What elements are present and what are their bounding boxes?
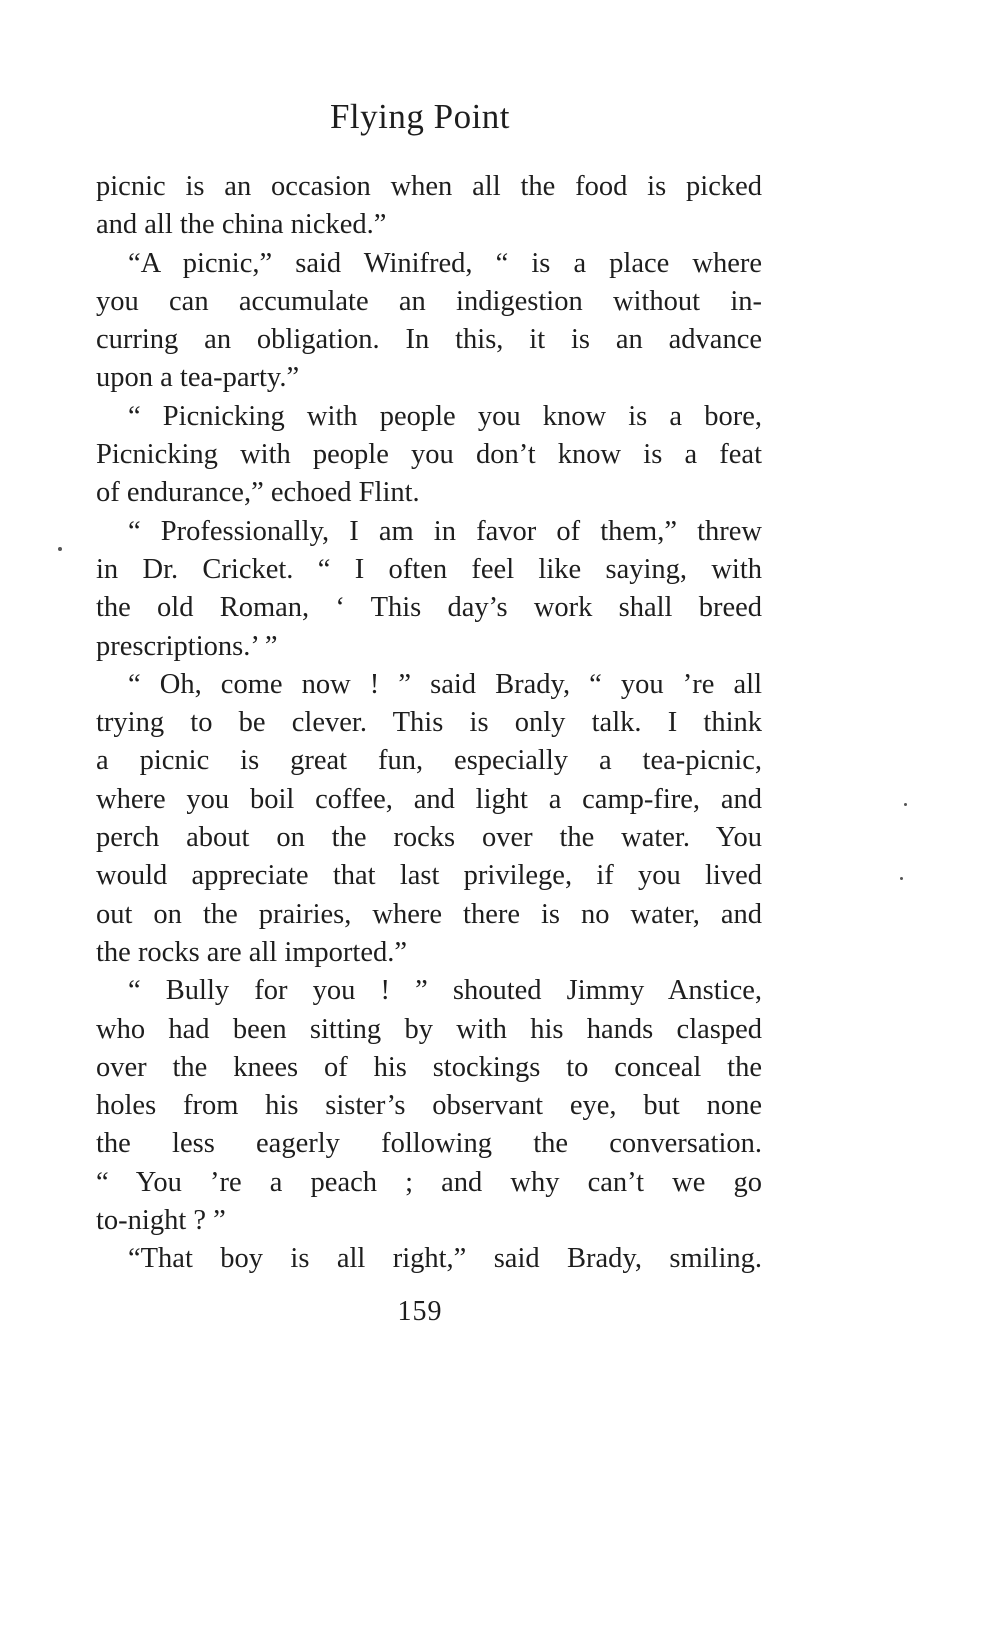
text-line: prescriptions.’ ” [96, 630, 278, 662]
text-line: where you boil coffee, and light a camp-fire, and [96, 783, 762, 815]
text-line: in Dr. Cricket. “ I often feel like saying, with [96, 553, 762, 585]
text-line: picnic is an occasion when all the food is picked [96, 171, 762, 202]
text-line: you can accumulate an indigestion without in- [96, 285, 762, 317]
running-head: Flying Point [329, 97, 511, 136]
text-line: “ Bully for you ! ” shouted Jimmy Anstice, [128, 975, 762, 1007]
text-line: “A picnic,” said Winifred, “ is a place where [128, 247, 762, 279]
text-line: to-night ? ” [96, 1205, 226, 1237]
text-line: the old Roman, ‘ This day’s work shall breed [96, 592, 762, 624]
text-line: “That boy is all right,” said Brady, smiling. [128, 1243, 762, 1275]
print-speck [58, 547, 62, 551]
text-line: out on the prairies, where there is no water, and [96, 898, 762, 930]
text-line: Picnicking with people you don’t know is a feat [96, 439, 762, 471]
text-line: “ Professionally, I am in favor of them,” threw [128, 515, 762, 547]
text-line: the less eagerly following the conversation. [96, 1128, 762, 1160]
text-line: would appreciate that last privilege, if you lived [96, 860, 762, 892]
page-number: 159 [397, 1296, 443, 1327]
print-speck [904, 803, 907, 806]
text-line: of endurance,” echoed Flint. [96, 477, 420, 509]
text-line: the rocks are all imported.” [96, 936, 407, 968]
text-line: upon a tea-party.” [96, 362, 300, 394]
text-line: who had been sitting by with his hands clasped [96, 1013, 762, 1045]
text-line: “ You ’re a peach ; and why can’t we go [96, 1166, 762, 1198]
text-line: and all the china nicked.” [96, 209, 387, 241]
text-line: trying to be clever. This is only talk. I think [96, 707, 762, 739]
body-text [96, 168, 762, 1279]
text-line: “ Oh, come now ! ” said Brady, “ you ’re all [128, 668, 762, 700]
print-speck [900, 877, 903, 880]
text-line: perch about on the rocks over the water. You [96, 822, 762, 854]
text-line: over the knees of his stockings to conceal the [96, 1051, 762, 1083]
text-line: holes from his sister’s observant eye, but none [96, 1090, 762, 1122]
text-line: curring an obligation. In this, it is an advance [96, 324, 762, 356]
text-line: a picnic is great fun, especially a tea-picnic, [96, 745, 762, 777]
text-line: “ Picnicking with people you know is a bore, [128, 400, 762, 432]
